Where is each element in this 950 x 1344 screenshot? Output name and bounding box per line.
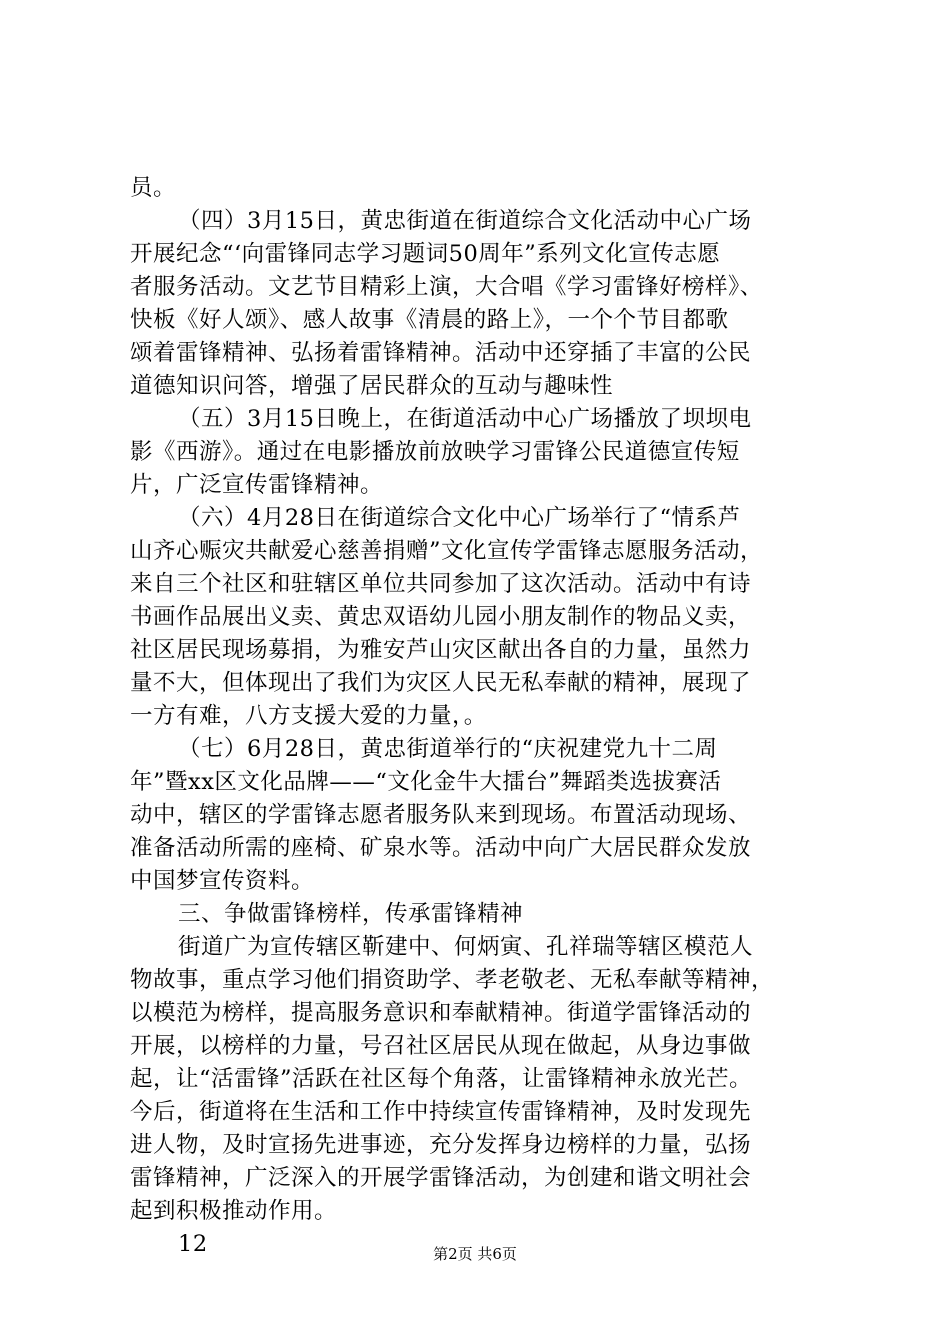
- text-line: 三、争做雷锋榜样，传承雷锋精神: [178, 901, 524, 927]
- text-line: 年”暨xx区文化品牌——“文化金牛大擂台”舞蹈类选拔赛活: [130, 769, 722, 795]
- text-line: （五）3月15日晚上，在街道活动中心广场播放了坝坝电: [178, 406, 752, 432]
- text-line: 者服务活动。文艺节目精彩上演，大合唱《学习雷锋好榜样》、: [130, 274, 763, 300]
- text-line: 12: [178, 1231, 208, 1257]
- text-line: 今后，街道将在生活和工作中持续宣传雷锋精神，及时发现先: [130, 1099, 752, 1125]
- text-line: 以模范为榜样，提高服务意识和奉献精神。街道学雷锋活动的: [130, 1000, 752, 1026]
- text-line: 片，广泛宣传雷锋精神。: [130, 472, 384, 498]
- text-line: 开展，以榜样的力量，号召社区居民从现在做起，从身边事做: [130, 1033, 752, 1059]
- text-line: 快板《好人颂》、感人故事《清晨的路上》，一个个节目都歌: [130, 307, 729, 333]
- text-line: （四）3月15日，黄忠街道在街道综合文化活动中心广场: [178, 208, 752, 234]
- text-line: 物故事，重点学习他们捐资助学、孝老敬老、无私奉献等精神，: [130, 967, 775, 993]
- text-line: （七）6月28日，黄忠街道举行的“庆祝建党九十二周: [178, 736, 718, 762]
- text-line: 来自三个社区和驻辖区单位共同参加了这次活动。活动中有诗: [130, 571, 752, 597]
- text-line: 道德知识问答，增强了居民群众的互动与趣味性: [130, 373, 614, 399]
- text-line: 进人物，及时宣扬先进事迹，充分发挥身边榜样的力量，弘扬: [130, 1132, 752, 1158]
- text-line: 准备活动所需的座椅、矿泉水等。活动中向广大居民群众发放: [130, 835, 752, 861]
- text-line: 街道广为宣传辖区靳建中、何炳寅、孔祥瑞等辖区模范人: [178, 934, 754, 960]
- text-line: （六）4月28日在街道综合文化中心广场举行了“情系芦: [178, 505, 741, 531]
- text-line: 社区居民现场募捐，为雅安芦山灾区献出各自的力量，虽然力: [130, 637, 752, 663]
- text-line: 员。: [130, 175, 177, 201]
- document-body: [130, 172, 860, 1261]
- text-line: 一方有难，八方支援大爱的力量，。: [130, 703, 487, 729]
- text-line: 量不大，但体现出了我们为灾区人民无私奉献的精神，展现了: [130, 670, 752, 696]
- text-line: 雷锋精神，广泛深入的开展学雷锋活动，为创建和谐文明社会: [130, 1165, 752, 1191]
- text-line: 开展纪念“‘向雷锋同志学习题词50周年”系列文化宣传志愿: [130, 241, 721, 267]
- text-line: 影《西游》。通过在电影播放前放映学习雷锋公民道德宣传短: [130, 439, 740, 465]
- page-number-footer: 第2页 共6页: [433, 1245, 517, 1263]
- text-line: 山齐心赈灾共献爱心慈善捐赠”文化宣传学雷锋志愿服务活动，: [130, 538, 764, 564]
- text-line: 中国梦宣传资料。: [130, 868, 315, 894]
- text-line: 动中，辖区的学雷锋志愿者服务队来到现场。布置活动现场、: [130, 802, 752, 828]
- text-line: 起，让“活雷锋”活跃在社区每个角落，让雷锋精神永放光芒。: [130, 1066, 753, 1092]
- text-line: 书画作品展出义卖、黄忠双语幼儿园小朋友制作的物品义卖，: [130, 604, 752, 630]
- text-line: 起到积极推动作用。: [130, 1198, 338, 1224]
- text-line: 颂着雷锋精神、弘扬着雷锋精神。活动中还穿插了丰富的公民: [130, 340, 752, 366]
